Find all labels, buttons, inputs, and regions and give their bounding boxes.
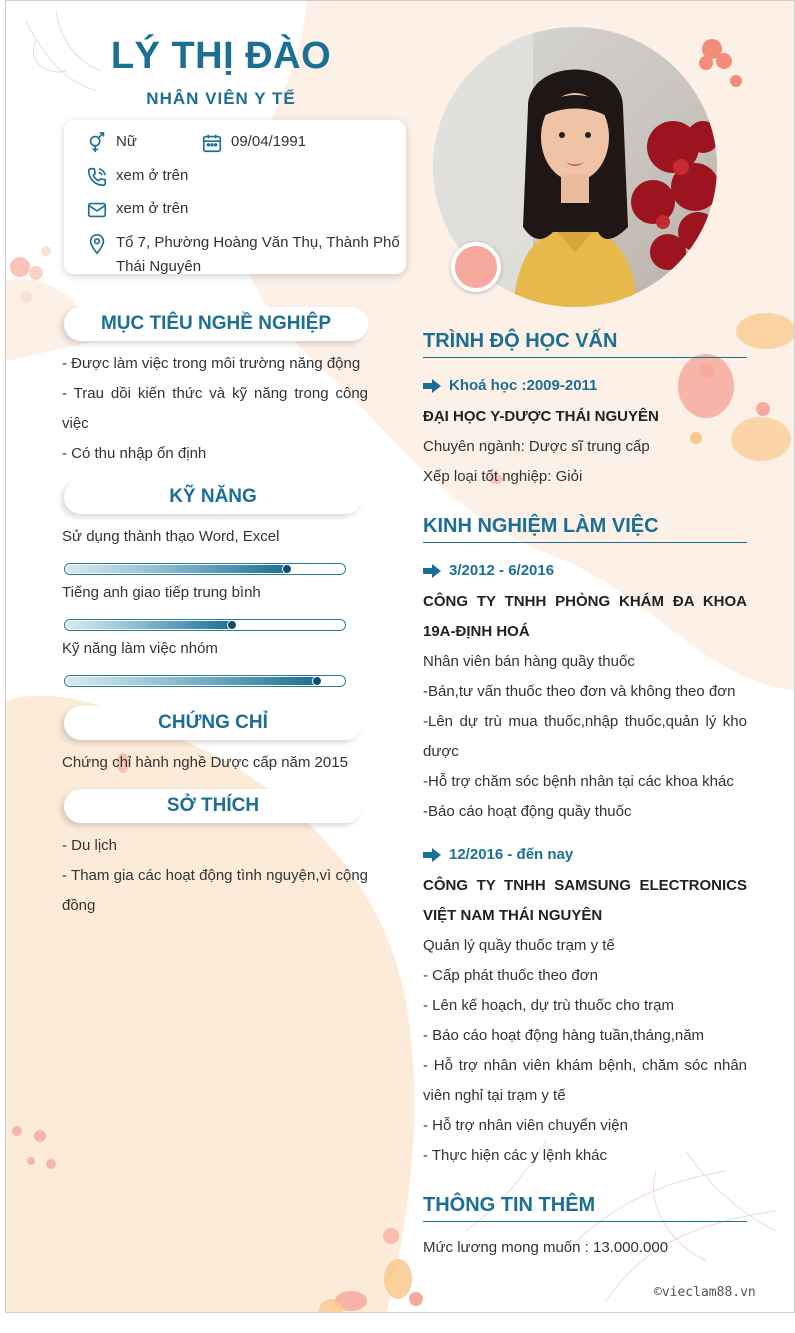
skill-label: Tiếng anh giao tiếp trung bình bbox=[62, 584, 261, 601]
gender-row bbox=[86, 130, 137, 154]
skill-bar-knob bbox=[282, 564, 292, 574]
job-title: NHÂN VIÊN Y TẾ bbox=[146, 89, 296, 108]
job-duty: -Lên dự trù mua thuốc,nhập thuốc,quản lý kho dược bbox=[423, 713, 747, 760]
job-duty: - Thực hiện các y lệnh khác bbox=[423, 1147, 608, 1164]
job-duty: - Lên kế hoạch, dự trù thuốc cho trạm bbox=[423, 997, 675, 1014]
certificates-heading: CHỨNG CHỈ bbox=[64, 706, 362, 740]
skill-label: Kỹ năng làm việc nhóm bbox=[62, 640, 218, 657]
phone-row bbox=[86, 164, 188, 188]
skill-bar-fill bbox=[67, 621, 233, 629]
job-position: Quản lý quầy thuốc trạm y tế bbox=[423, 937, 615, 954]
job-period bbox=[423, 562, 554, 579]
job-period-text: 12/2016 - đến nay bbox=[449, 846, 574, 863]
education-heading: TRÌNH ĐỘ HỌC VẤN bbox=[423, 330, 747, 358]
school-name: ĐẠI HỌC Y-DƯỢC THÁI NGUYÊN bbox=[423, 408, 659, 425]
job-duty: - Hỗ trợ nhân viên khám bệnh, chăm sóc nhân viên nghỉ tại trạm y tế bbox=[423, 1057, 747, 1104]
job-duty: - Hỗ trợ nhân viên chuyển viện bbox=[423, 1117, 628, 1134]
decor-dot bbox=[451, 242, 501, 292]
job-duty: -Hỗ trợ chăm sóc bệnh nhân tại các khoa khác bbox=[423, 773, 734, 790]
experience-heading: KINH NGHIỆM LÀM VIỆC bbox=[423, 515, 747, 543]
arrow-right-icon bbox=[423, 564, 441, 578]
skill-bar-knob bbox=[312, 676, 322, 686]
calendar-icon bbox=[201, 132, 223, 154]
job-period-text: 3/2012 - 6/2016 bbox=[449, 562, 555, 579]
gender-value: Nữ bbox=[116, 133, 137, 150]
gender-icon bbox=[86, 132, 108, 154]
education-period bbox=[423, 377, 597, 394]
skill-bar bbox=[64, 675, 346, 687]
objective-item: - Trau dồi kiến thức và kỹ năng trong công việc bbox=[62, 385, 368, 432]
objective-item: - Được làm việc trong môi trường năng động bbox=[62, 355, 361, 372]
skills-heading: KỸ NĂNG bbox=[64, 480, 362, 514]
arrow-right-icon bbox=[423, 848, 441, 862]
objective-heading: MỤC TIÊU NGHỀ NGHIỆP bbox=[64, 307, 368, 341]
skill-bar-knob bbox=[227, 620, 237, 630]
job-position: Nhân viên bán hàng quầy thuốc bbox=[423, 653, 635, 670]
birthday-row bbox=[201, 130, 306, 154]
skill-bar bbox=[64, 619, 346, 631]
address-row bbox=[86, 231, 406, 279]
education-grade: Xếp loại tốt nghiệp: Giỏi bbox=[423, 468, 583, 485]
job-duty: - Báo cáo hoạt động hàng tuần,tháng,năm bbox=[423, 1027, 705, 1044]
cv-page bbox=[5, 0, 795, 1313]
watermark: ©vieclam88.vn bbox=[654, 1285, 756, 1300]
birthday-value: 09/04/1991 bbox=[231, 133, 307, 150]
company-name: CÔNG TY TNHH PHÒNG KHÁM ĐA KHOA 19A-ĐỊNH HOÁ bbox=[423, 593, 747, 640]
expected-salary: Mức lương mong muốn : 13.000.000 bbox=[423, 1239, 669, 1256]
skill-label: Sử dụng thành thạo Word, Excel bbox=[62, 528, 280, 545]
email-icon bbox=[86, 199, 108, 221]
education-major: Chuyên ngành: Dược sĩ trung cấp bbox=[423, 438, 650, 455]
email-row bbox=[86, 197, 188, 221]
location-icon bbox=[86, 233, 108, 255]
address-value: Tổ 7, Phường Hoàng Văn Thụ, Thành Phố Thái Nguyên bbox=[116, 234, 400, 275]
hobbies-heading: SỞ THÍCH bbox=[64, 789, 362, 823]
company-name: CÔNG TY TNHH SAMSUNG ELECTRONICS VIỆT NAM THÁI NGUYÊN bbox=[423, 877, 747, 924]
job-duty: - Cấp phát thuốc theo đơn bbox=[423, 967, 598, 984]
skill-bar-fill bbox=[67, 677, 318, 685]
phone-icon bbox=[86, 166, 108, 188]
hobby-item: - Tham gia các hoạt động tình nguyện,vì cộng đồng bbox=[62, 867, 368, 914]
job-duty: -Bán,tư vấn thuốc theo đơn và không theo đơn bbox=[423, 683, 736, 700]
extra-info-heading: THÔNG TIN THÊM bbox=[423, 1194, 747, 1222]
phone-value: xem ở trên bbox=[116, 167, 189, 184]
objective-item: - Có thu nhập ổn định bbox=[62, 445, 207, 462]
skill-bar bbox=[64, 563, 346, 575]
skill-bar-fill bbox=[67, 565, 288, 573]
hobby-item: - Du lịch bbox=[62, 837, 118, 854]
job-duty: -Báo cáo hoạt động quầy thuốc bbox=[423, 803, 632, 820]
contact-card bbox=[64, 120, 406, 274]
education-period-text: Khoá học :2009-2011 bbox=[449, 377, 598, 394]
candidate-name: LÝ THỊ ĐÀO bbox=[110, 35, 332, 77]
job-period bbox=[423, 846, 573, 863]
certificate-item: Chứng chỉ hành nghề Dược cấp năm 2015 bbox=[62, 754, 348, 771]
arrow-right-icon bbox=[423, 379, 441, 393]
email-value: xem ở trên bbox=[116, 200, 189, 217]
